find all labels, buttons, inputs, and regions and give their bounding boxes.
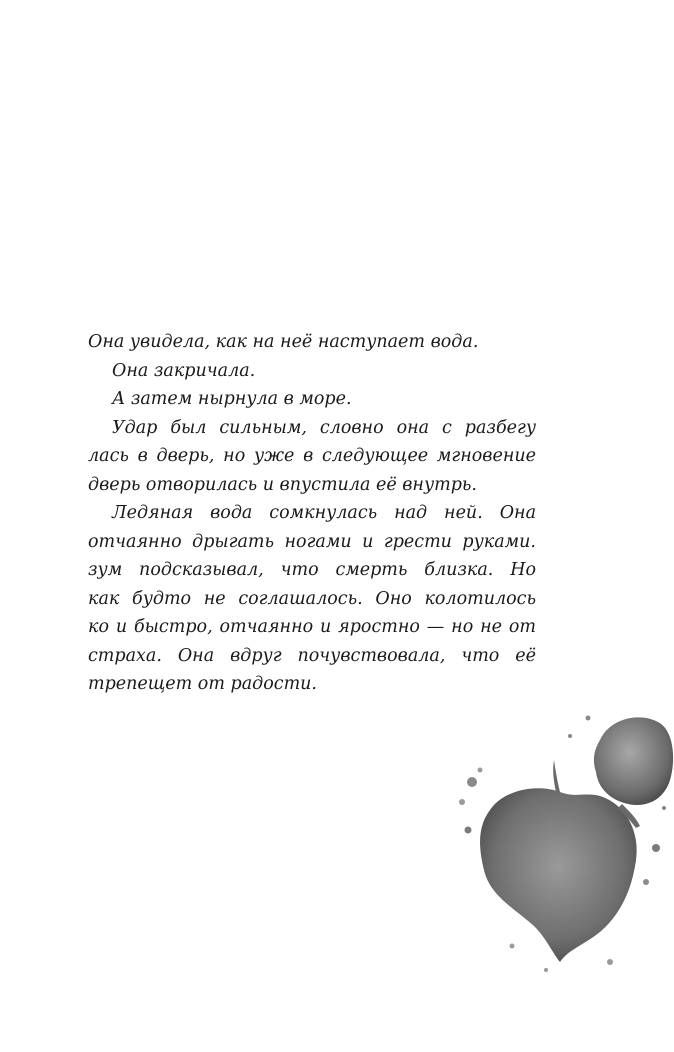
ink-splatter <box>544 968 548 972</box>
ink-splatter <box>568 734 572 738</box>
ink-drip <box>553 760 560 792</box>
text-line: трепещет от радости. <box>88 674 317 694</box>
text-line: Она увидела, как на неё наступает вода. <box>88 332 479 352</box>
ink-blot-main <box>480 788 637 962</box>
text-line: лась в дверь, но уже в следующее мгновение <box>88 446 536 466</box>
ink-splatter <box>662 806 666 810</box>
text-line: Ледяная вода сомкнулась над ней. Она <box>112 503 536 523</box>
ink-blot-illustration <box>450 700 674 990</box>
ink-blot-upper <box>594 717 673 805</box>
ink-splatter <box>510 944 515 949</box>
text-line: ко и быстро, отчаянно и яростно — но не от <box>88 617 536 637</box>
text-line: дверь отворилась и впустила её внутрь. <box>88 474 477 495</box>
text-line: как будто не соглашалось. Оно колотилось <box>88 588 536 609</box>
text-line: Удар был сильным, словно она с разбегу <box>112 417 536 438</box>
ink-splatter <box>478 768 483 773</box>
text-line: А затем нырнула в море. <box>112 389 352 409</box>
ink-splatter <box>459 799 465 805</box>
ink-splatter <box>643 879 649 885</box>
ink-splatter <box>607 959 613 965</box>
ink-splatter <box>586 716 591 721</box>
story-text <box>88 328 536 699</box>
text-line: отчаянно дрыгать ногами и грести руками. <box>88 531 536 552</box>
ink-splatter <box>465 827 472 834</box>
ink-splatter <box>467 777 477 787</box>
text-line: страха. Она вдруг почувствовала, что её <box>88 645 536 666</box>
text-line: Она закричала. <box>112 360 256 381</box>
ink-splatter <box>652 844 660 852</box>
text-line: зум подсказывал, что смерть близка. Но <box>88 560 536 580</box>
